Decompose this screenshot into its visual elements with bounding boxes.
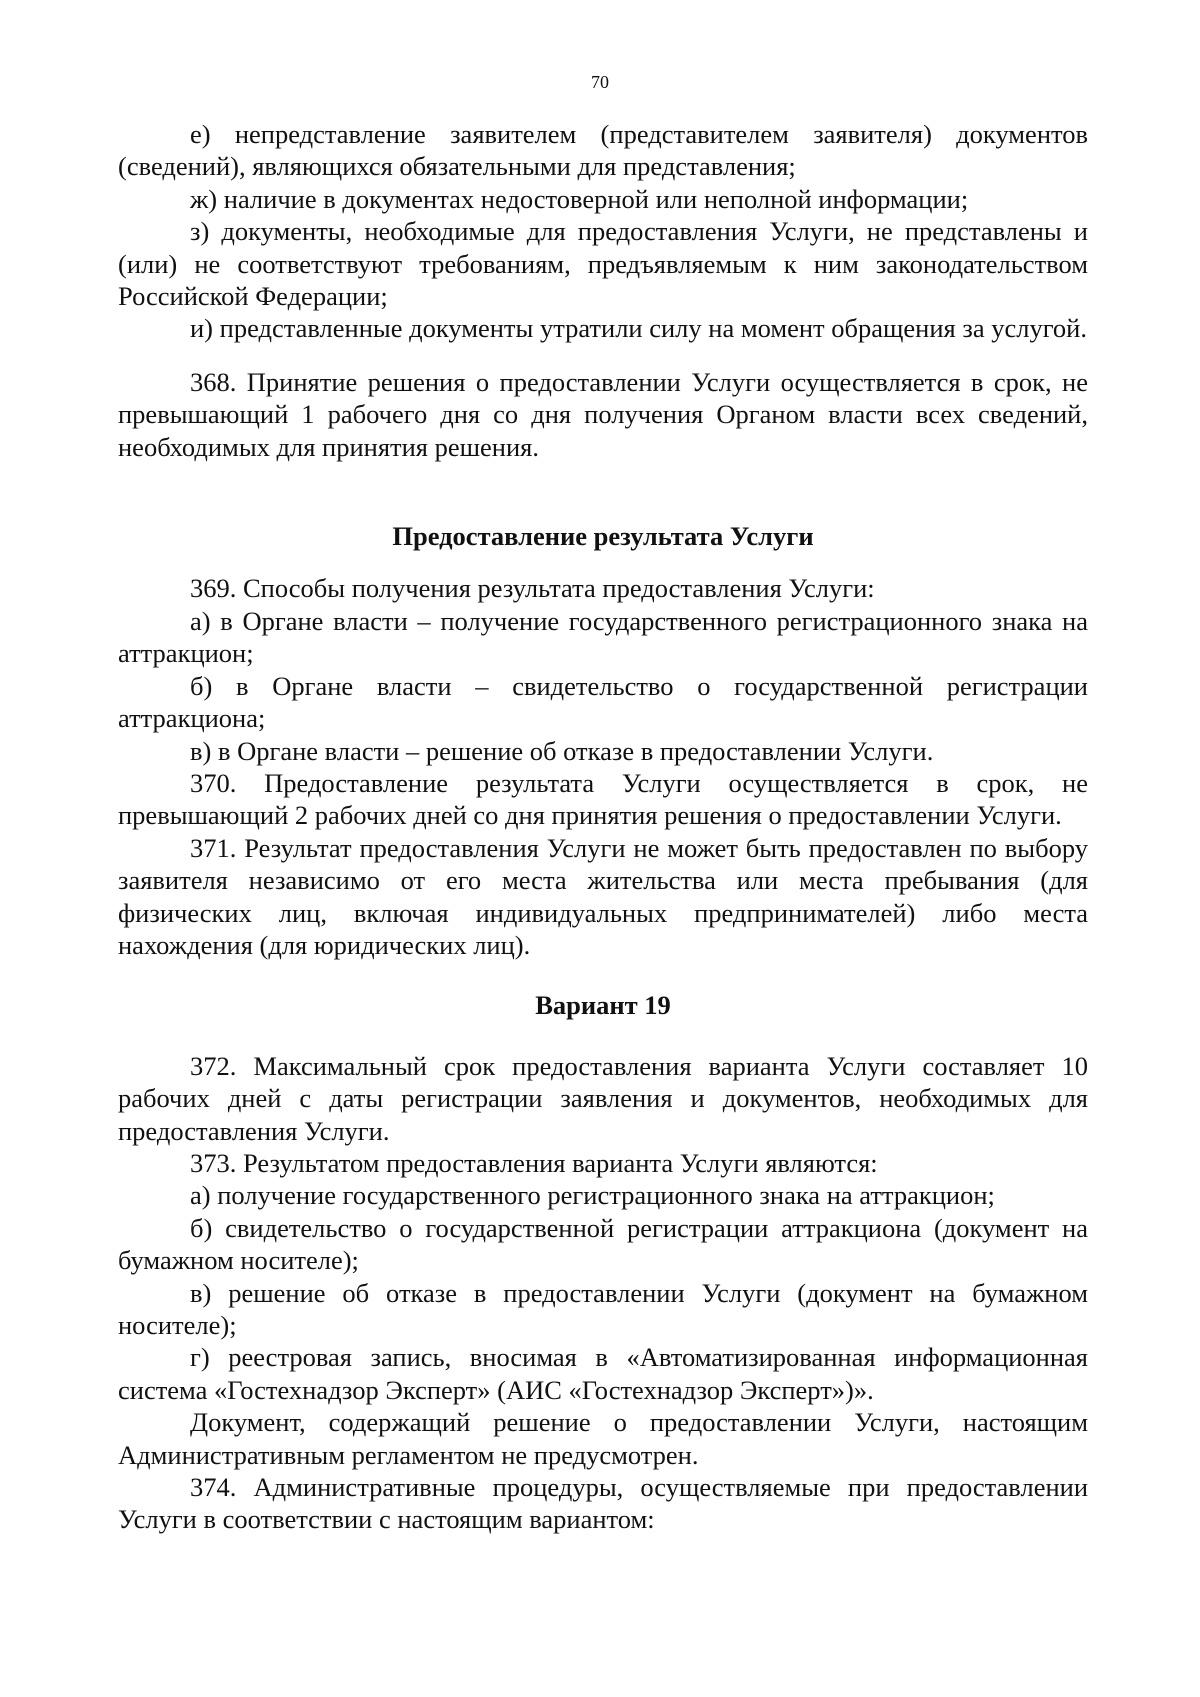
paragraph-item-e: е) непредставление заявителем (представителем заявителя) документов (сведений), являющихся обязательными для представления; xyxy=(118,119,1088,182)
paragraph-item-z: з) документы, необходимые для предоставления Услуги, не представлены и (или) не соответствуют требованиям, предъявляемым к ним законодательством Российской Федерации; xyxy=(118,216,1088,312)
paragraph-372: 372. Максимальный срок предоставления варианта Услуги составляет 10 рабочих дней с даты регистрации заявления и документов, необходимых для предоставления Услуги. xyxy=(118,1050,1088,1146)
paragraph-370: 370. Предоставление результата Услуги осуществляется в срок, не превышающий 2 рабочих дней со дня принятия решения о предоставлении Услуги. xyxy=(118,767,1088,831)
paragraph-369-b: б) в Органе власти – свидетельство о государственной регистрации аттракциона; xyxy=(118,670,1088,734)
paragraph-document-note: Документ, содержащий решение о предоставлении Услуги, настоящим Административным регламентом не предусмотрен. xyxy=(118,1407,1088,1470)
paragraph-368: 368. Принятие решения о предоставлении Услуги осуществляется в срок, не превышающий 1 рабочего дня со дня получения Органом власти всех сведений, необходимых для принятия решения. xyxy=(118,366,1088,462)
section-heading-variant: Вариант 19 xyxy=(535,990,671,1021)
paragraph-373: 373. Результатом предоставления варианта Услуги являются: xyxy=(190,1147,878,1178)
paragraph-item-i: и) представленные документы утратили силу на момент обращения за услугой. xyxy=(190,313,1087,344)
paragraph-369: 369. Способы получения результата предоставления Услуги: xyxy=(190,573,875,604)
paragraph-item-zh: ж) наличие в документах недостоверной или неполной информации; xyxy=(190,183,969,214)
document-body xyxy=(118,118,1088,1536)
paragraph-374: 374. Административные процедуры, осуществляемые при предоставлении Услуги в соответствии с настоящим вариантом: xyxy=(118,1472,1088,1535)
paragraph-373-v: в) решение об отказе в предоставлении Услуги (документ на бумажном носителе); xyxy=(118,1277,1088,1340)
paragraph-373-a: а) получение государственного регистрационного знака на аттракцион; xyxy=(190,1180,995,1211)
page-number: 70 xyxy=(591,72,609,92)
paragraph-373-b: б) свидетельство о государственной регистрации аттракциона (документ на бумажном носителе); xyxy=(118,1212,1088,1276)
section-heading-result: Предоставление результата Услуги xyxy=(392,521,814,552)
paragraph-371: 371. Результат предоставления Услуги не может быть предоставлен по выбору заявителя независимо от его места жительства или места пребывания (для физических лиц, включая индивидуальных предпринимателей) либо места нахождения (для юридических лиц). xyxy=(118,832,1088,960)
paragraph-369-v: в) в Органе власти – решение об отказе в предоставлении Услуги. xyxy=(190,735,934,766)
paragraph-373-g: г) реестровая запись, вносимая в «Автоматизированная информационная система «Гостехнадзор Эксперт» (АИС «Гостехнадзор Эксперт»)». xyxy=(118,1342,1088,1405)
paragraph-369-a: а) в Органе власти – получение государственного регистрационного знака на аттракцион; xyxy=(118,605,1088,669)
